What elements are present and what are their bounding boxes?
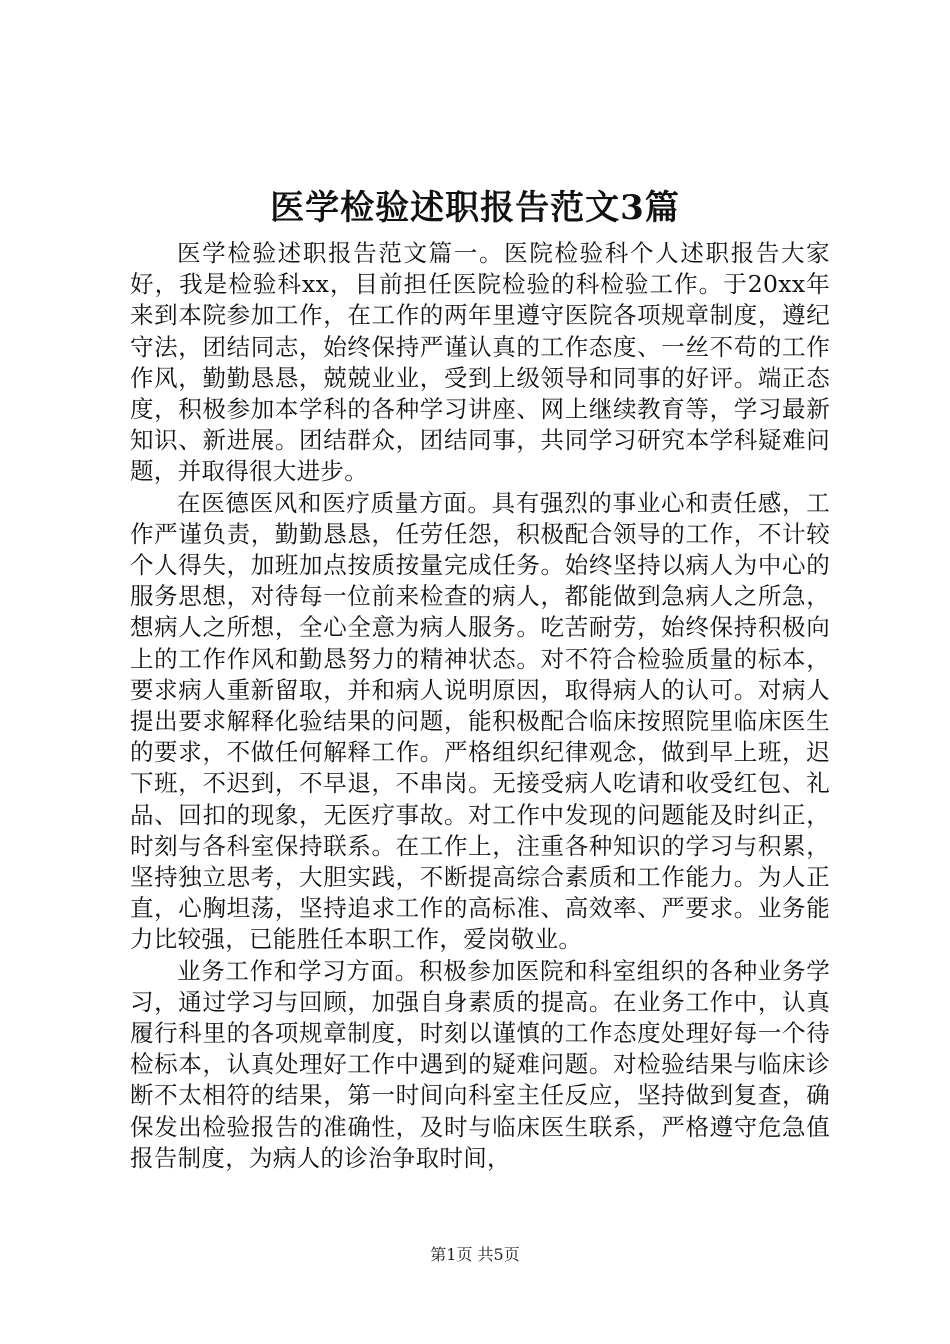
document-title: 医学检验述职报告范文3篇 (270, 188, 680, 228)
paragraph-3: 业务工作和学习方面。积极参加医院和科室组织的各种业务学习，通过学习与回顾，加强自身素质的提高。在业务工作中，认真履行科里的各项规章制度，时刻以谨慎的工作态度处理好每一个待检标本，认真处理好工作中遇到的疑难问题。对检验结果与临床诊断不太相符的结果，第一时间向科室主任反应，坚持做到复查，确保发出检验报告的准确性，及时与临床医生联系，严格遵守危急值报告制度，为病人的诊治争取时间， (130, 956, 830, 1172)
paragraph-1: 医学检验述职报告范文篇一。医院检验科个人述职报告大家好，我是检验科xx，目前担任医院检验的科检验工作。于20xx年来到本院参加工作，在工作的两年里遵守医院各项规章制度，遵纪守法，团结同志，始终保持严谨认真的工作态度、一丝不苟的工作作风，勤勤恳恳，兢兢业业，受到上级领导和同事的好评。端正态度，积极参加本学科的各种学习讲座、网上继续教育等，学习最新知识、新进展。团结群众，团结同事，共同学习研究本学科疑难问题，并取得很大进步。 (130, 239, 830, 486)
document-body (130, 238, 830, 1174)
paragraph-2: 在医德医风和医疗质量方面。具有强烈的事业心和责任感，工作严谨负责，勤勤恳恳，任劳任怨，积极配合领导的工作，不计较个人得失，加班加点按质按量完成任务。始终坚持以病人为中心的服务思想，对待每一位前来检查的病人，都能做到急病人之所急，想病人之所想，全心全意为病人服务。吃苦耐劳，始终保持积极向上的工作作风和勤恳努力的精神状态。对不符合检验质量的标本，要求病人重新留取，并和病人说明原因，取得病人的认可。对病人提出要求解释化验结果的问题，能积极配合临床按照院里临床医生的要求，不做任何解释工作。严格组织纪律观念，做到早上班，迟下班，不迟到，不早退，不串岗。无接受病人吃请和收受红包、礼品、回扣的现象，无医疗事故。对工作中发现的问题能及时纠正，时刻与各科室保持联系。在工作上，注重各种知识的学习与积累，坚持独立思考，大胆实践，不断提高综合素质和工作能力。为人正直，心胸坦荡，坚持追求工作的高标准、高效率、严要求。业务能力比较强，已能胜任本职工作，爱岗敬业。 (130, 488, 830, 954)
page-footer: 第1页 共5页 (430, 1245, 520, 1264)
